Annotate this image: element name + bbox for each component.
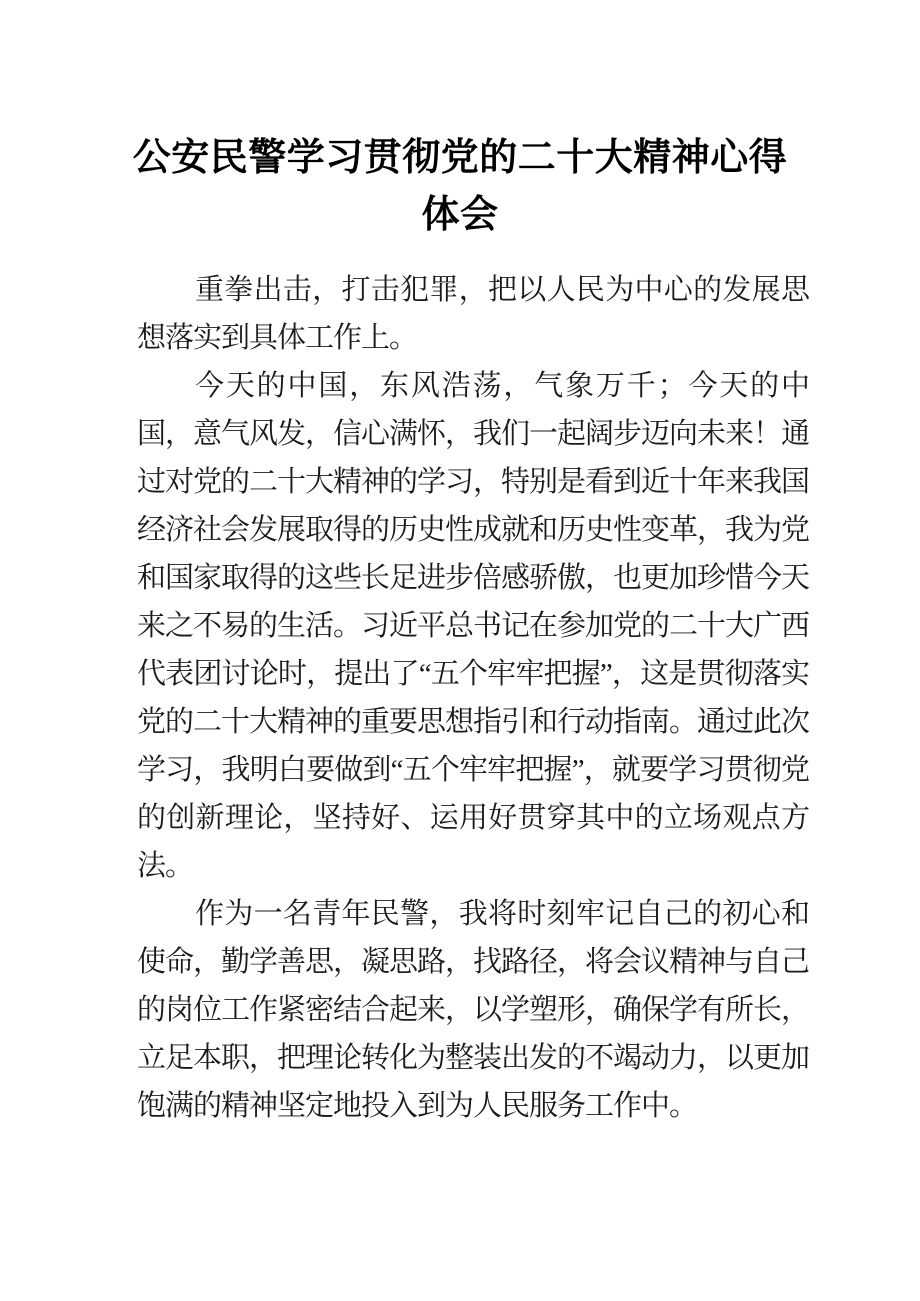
paragraph-1: 重拳出击，打击犯罪，把以人民为中心的发展思想落实到具体工作上。 bbox=[137, 274, 809, 354]
paragraph-3: 作为一名青年民警，我将时刻牢记自己的初心和使命，勤学善思，凝思路，找路径，将会议精神与自己的岗位工作紧密结合起来，以学塑形，确保学有所长，立足本职，把理论转化为整装出发的不竭动力，以更加饱满的精神坚定地投入到为人民服务工作中。 bbox=[137, 898, 810, 1122]
document-body bbox=[137, 266, 809, 1130]
document-title: 公安民警学习贯彻党的二十大精神心得体会 bbox=[132, 137, 788, 236]
paragraph-2: 今天的中国，东风浩荡，气象万千；今天的中国，意气风发，信心满怀，我们一起阔步迈向未来！通过对党的二十大精神的学习，特别是看到近十年来我国经济社会发展取得的历史性成就和历史性变革，我为党和国家取得的这些长足进步倍感骄傲，也更加珍惜今天来之不易的生活。习近平总书记在参加党的二十大广西代表团讨论时，提出了“五个牢牢把握”，这是贯彻落实党的二十大精神的重要思想指引和行动指南。通过此次学习，我明白要做到“五个牢牢把握”，就要学习贯彻党的创新理论，坚持好、运用好贯穿其中的立场观点方法。 bbox=[137, 370, 810, 882]
